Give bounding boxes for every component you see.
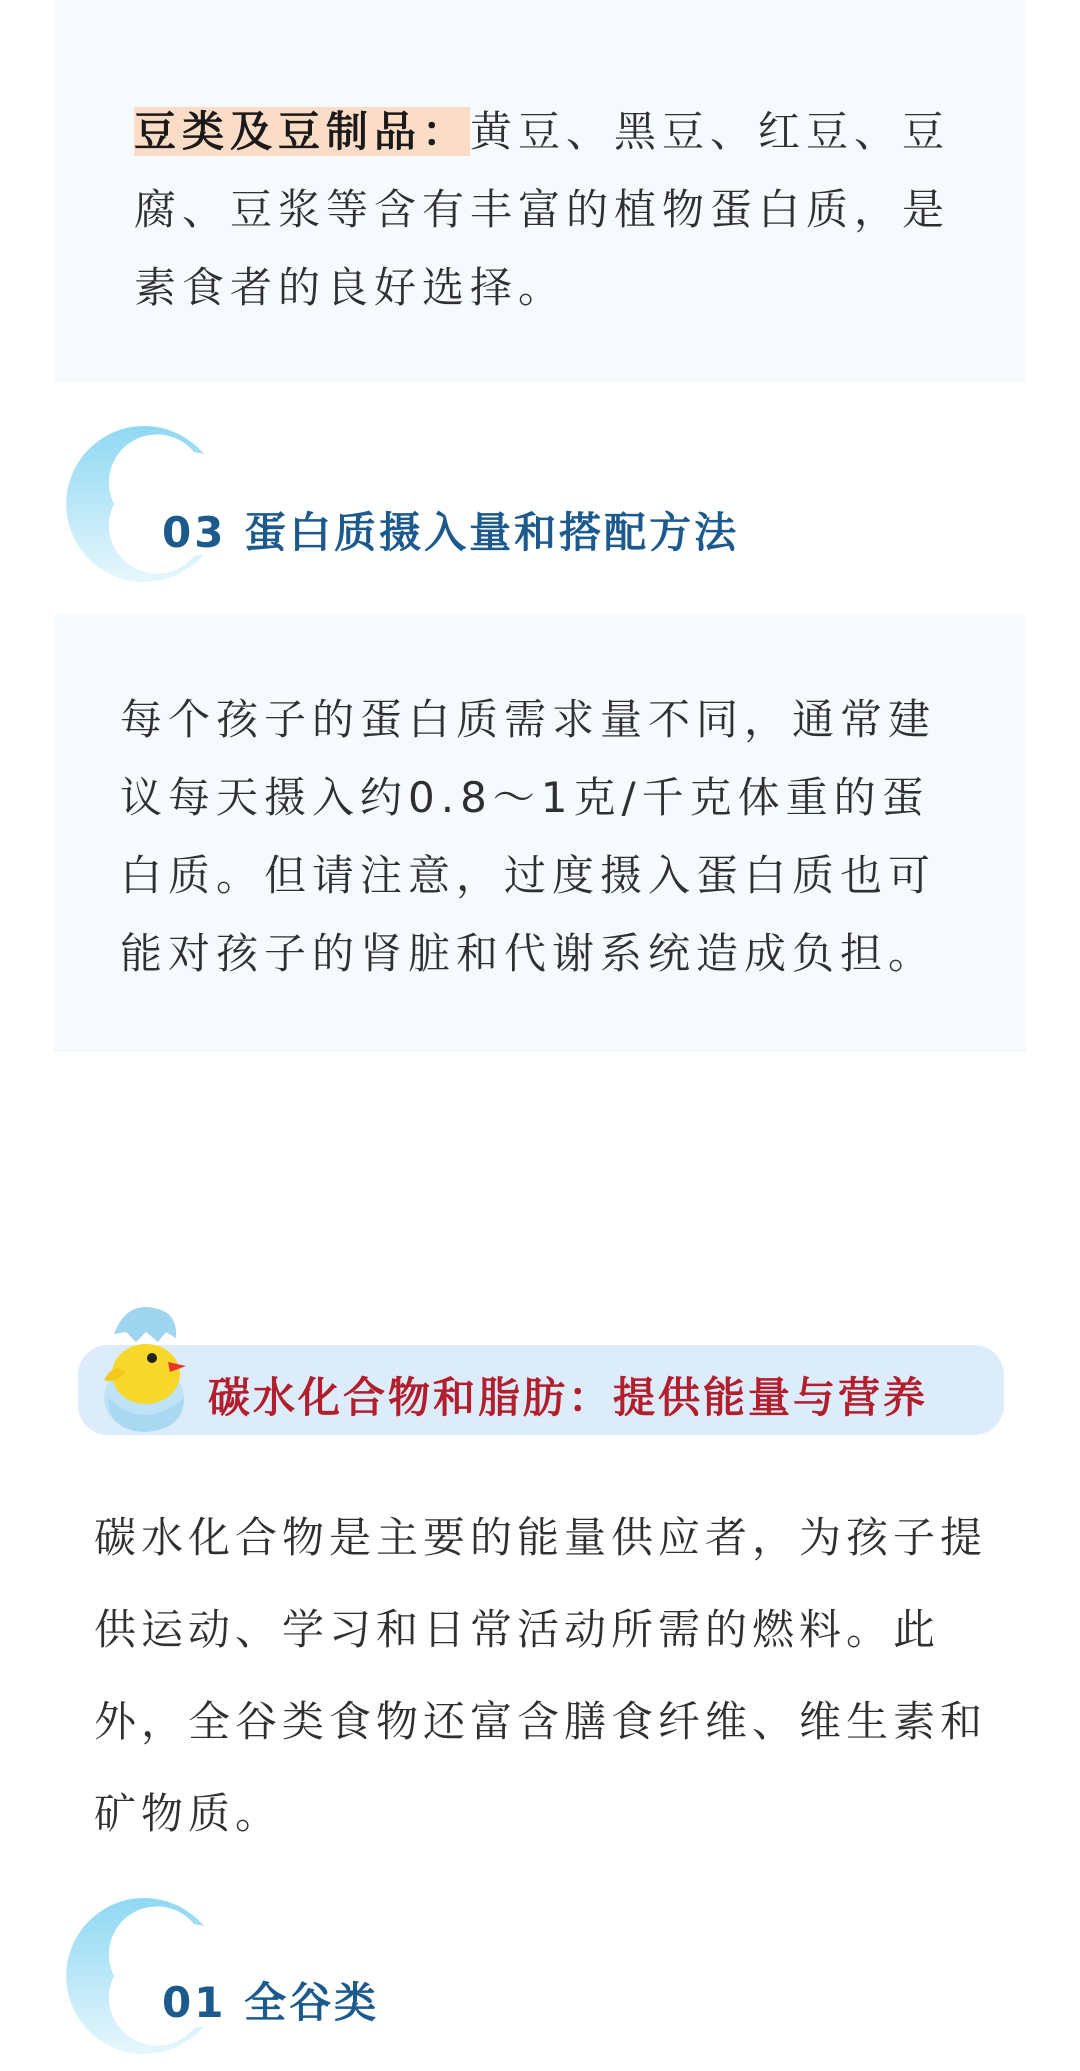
- section-01-title: 01 全谷类: [162, 1978, 380, 2027]
- section-03-title: 03 蛋白质摄入量和搭配方法: [162, 508, 740, 557]
- carbs-intro-paragraph: 碳水化合物是主要的能量供应者，为孩子提供运动、学习和日常活动所需的燃料。此外，全谷类食物还富含膳食纤维、维生素和矿物质。: [94, 1513, 988, 1838]
- highlight-label: 豆类及豆制品：: [134, 107, 471, 156]
- banner-title: 碳水化合物和脂肪：提供能量与营养: [208, 1373, 929, 1422]
- intake-paragraph: 每个孩子的蛋白质需求量不同，通常建议每天摄入约0.8～1克/千克体重的蛋白质。但请注意，过度摄入蛋白质也可能对孩子的肾脏和代谢系统造成负担。: [120, 695, 937, 978]
- legumes-paragraph: [134, 93, 974, 327]
- legumes-text: 黄豆、黑豆、红豆、豆腐、豆浆等含有丰富的植物蛋白质，是素食者的良好选择。: [134, 107, 951, 312]
- chick-in-eggshell-icon: [96, 1302, 206, 1434]
